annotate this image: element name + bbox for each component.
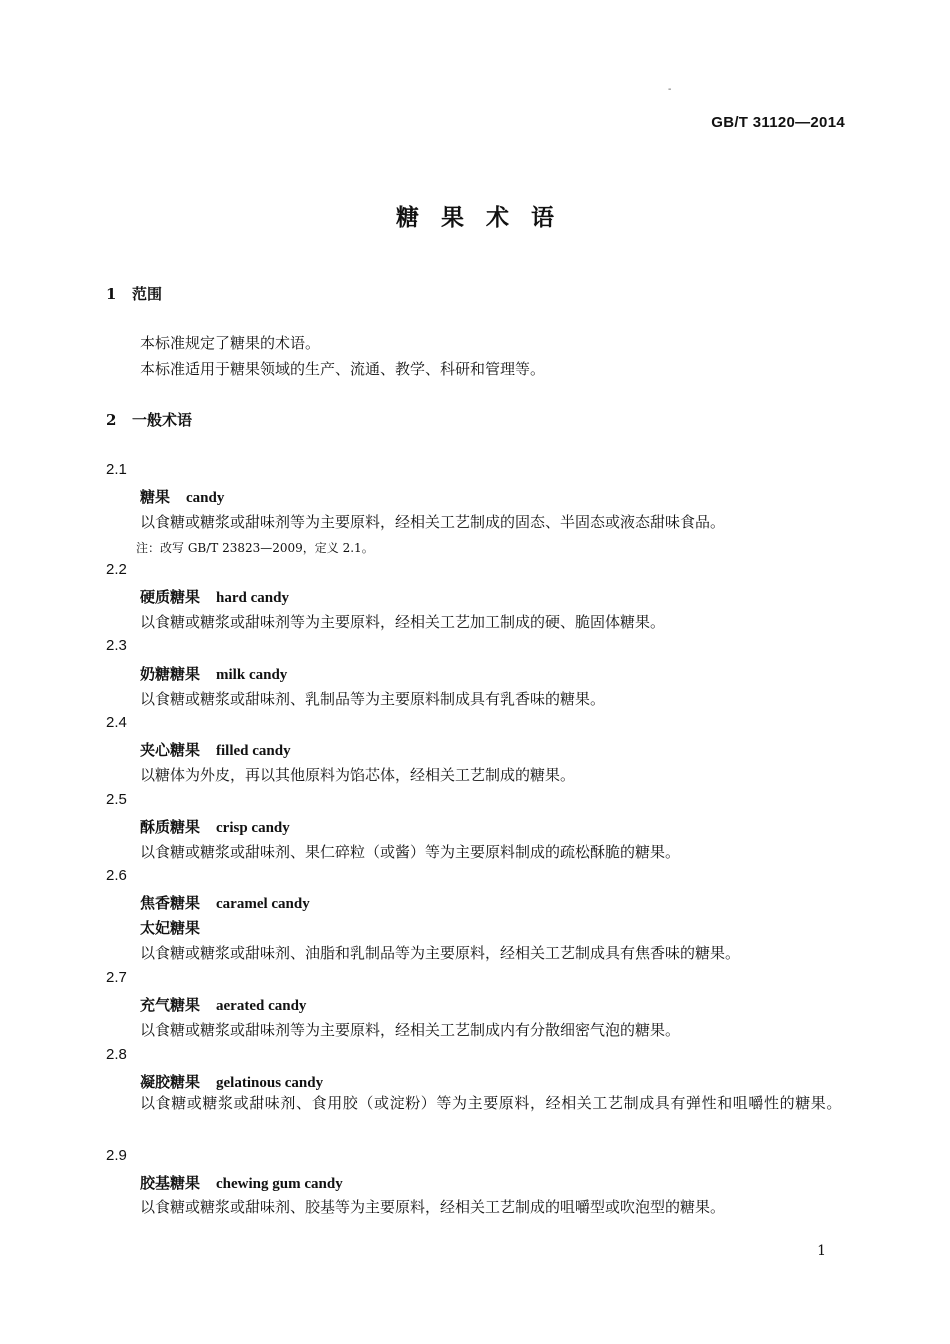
term-cn: 酥质糖果 <box>140 818 201 836</box>
term-en: milk candy <box>216 667 288 683</box>
section-1-heading <box>106 283 162 304</box>
section-1-number: 1 <box>106 285 117 303</box>
term-number: 2.1 <box>106 461 127 478</box>
term-en: aerated candy <box>216 998 307 1014</box>
term-definition: 以食糖或糖浆或甜味剂、胶基等为主要原料，经相关工艺制成的咀嚼型或吹泡型的糖果。 <box>140 1198 726 1216</box>
standard-number: GB/T 31120—2014 <box>711 114 845 131</box>
term-number: 2.8 <box>106 1046 127 1063</box>
term-definition: 以食糖或糖浆或甜味剂、食用胶（或淀粉）等为主要原料，经相关工艺制成具有弹性和咀嚼性的糖果。 <box>140 1094 843 1112</box>
term-cn: 焦香糖果 <box>140 894 201 912</box>
term-definition: 以糖体为外皮，再以其他原料为馅芯体，经相关工艺制成的糖果。 <box>140 766 576 784</box>
term-heading <box>140 586 289 607</box>
term-heading <box>140 816 290 837</box>
term-note: 注：改写 GB/T 23823—2009，定义 2.1。 <box>136 541 374 555</box>
term-cn: 凝胶糖果 <box>140 1073 201 1091</box>
term-heading <box>140 994 306 1015</box>
term-heading <box>140 663 287 684</box>
section-1-title: 范围 <box>132 285 163 303</box>
term-cn: 夹心糖果 <box>140 741 201 759</box>
term-heading <box>140 739 291 760</box>
term-definition: 以食糖或糖浆或甜味剂等为主要原料，经相关工艺制成内有分散细密气泡的糖果。 <box>140 1021 681 1039</box>
term-heading <box>140 486 224 507</box>
term-number: 2.6 <box>106 867 127 884</box>
term-cn: 胶基糖果 <box>140 1174 201 1192</box>
term-en: caramel candy <box>216 896 310 912</box>
term-cn: 硬质糖果 <box>140 588 201 606</box>
term-definition: 以食糖或糖浆或甜味剂等为主要原料，经相关工艺加工制成的硬、脆固体糖果。 <box>140 613 666 631</box>
header-mark: - <box>668 84 672 95</box>
term-number: 2.4 <box>106 714 127 731</box>
section-2-title: 一般术语 <box>132 411 193 429</box>
term-number: 2.3 <box>106 637 127 654</box>
term-number: 2.5 <box>106 791 127 808</box>
term-definition: 以食糖或糖浆或甜味剂、油脂和乳制品等为主要原料，经相关工艺制成具有焦香味的糖果。 <box>140 944 741 962</box>
section-2-number: 2 <box>106 411 117 429</box>
term-number: 2.2 <box>106 561 127 578</box>
term-heading <box>140 1172 343 1193</box>
term-en: hard candy <box>216 590 289 606</box>
page-title: 糖果术语 <box>396 204 576 231</box>
term-heading <box>140 1071 323 1092</box>
term-number: 2.7 <box>106 969 127 986</box>
term-heading <box>140 892 310 913</box>
term-en: candy <box>186 490 225 506</box>
term-definition: 以食糖或糖浆或甜味剂、乳制品等为主要原料制成具有乳香味的糖果。 <box>140 690 606 708</box>
term-number: 2.9 <box>106 1147 127 1164</box>
term-en: filled candy <box>216 743 291 759</box>
term-cn: 充气糖果 <box>140 996 201 1014</box>
section-2-heading <box>106 409 192 430</box>
scope-paragraph-2: 本标准适用于糖果领域的生产、流通、教学、科研和管理等。 <box>140 360 546 378</box>
term-cn: 糖果 <box>140 488 171 506</box>
scope-paragraph-1: 本标准规定了糖果的术语。 <box>140 334 321 352</box>
term-en: chewing gum candy <box>216 1176 343 1192</box>
term-cn: 奶糖糖果 <box>140 665 201 683</box>
term-alt-name: 太妃糖果 <box>140 919 201 937</box>
term-definition: 以食糖或糖浆或甜味剂、果仁碎粒（或酱）等为主要原料制成的疏松酥脆的糖果。 <box>140 843 681 861</box>
term-definition: 以食糖或糖浆或甜味剂等为主要原料，经相关工艺制成的固态、半固态或液态甜味食品。 <box>140 513 726 531</box>
page-number: 1 <box>817 1243 826 1259</box>
term-en: gelatinous candy <box>216 1075 324 1091</box>
term-en: crisp candy <box>216 820 290 836</box>
